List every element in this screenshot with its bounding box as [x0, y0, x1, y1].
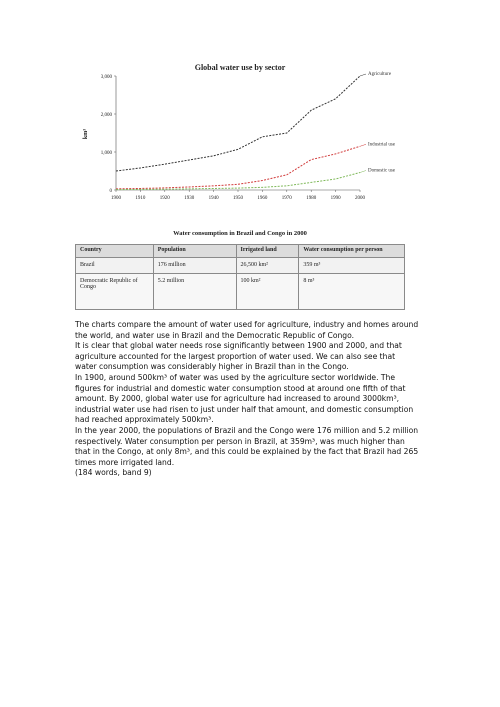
essay-paragraph: In 1900, around 500km³ of water was used by the agriculture sector worldwide. The figures for industrial and domestic water consumption stood at around one fifth of that amount. By 2000, global water use for agriculture had increased to around 3000km³, industrial water use had risen to just under half that amount, and domestic consumption had reached approximately 500km³.: [75, 372, 414, 425]
cell-country: Brazil: [76, 258, 154, 274]
word-count-note: (184 words, band 9): [75, 468, 152, 478]
cell-country: Democratic Republic of Congo: [76, 274, 154, 310]
legend-leader: [360, 144, 366, 146]
y-tick-label: 0: [109, 189, 112, 194]
cell-water-per-person: 8 m³: [299, 274, 405, 310]
y-tick-label: 1,000: [100, 151, 112, 156]
x-tick-label: 1980: [306, 196, 317, 201]
legend-leader: [360, 171, 366, 173]
x-tick-label: 2000: [355, 196, 365, 201]
x-tick-label: 1900: [111, 196, 121, 201]
header-irrigated-land: Irrigated land: [236, 245, 299, 258]
y-axis-label: km³: [83, 128, 89, 140]
header-water-per-person: Water consumption per person: [299, 245, 405, 258]
essay-paragraph: In the year 2000, the populations of Brazil and the Congo were 176 million and 5.2 million respectively. Water consumption per person in Brazil, at 359m³, was much higher than that in the Congo, at only 8m³, and this could be explained by the fact that Brazil had 265 times more irrigated land.: [75, 425, 419, 467]
x-tick-label: 1950: [233, 196, 243, 201]
water-use-line-chart: [80, 56, 420, 208]
chart-title: Global water use by sector: [194, 63, 286, 72]
table-header-row: [76, 245, 405, 258]
series-line-industrial-use: [116, 146, 360, 189]
y-tick-label: 3,000: [100, 75, 112, 80]
essay-text: [75, 320, 419, 479]
essay-paragraph: The charts compare the amount of water used for agriculture, industry and homes around the world, and water use in Brazil and the Democratic Republic of Congo.: [75, 320, 419, 340]
table-row: [76, 258, 405, 274]
x-tick-label: 1970: [281, 196, 292, 201]
header-country: Country: [76, 245, 154, 258]
cell-irrigated-land: 26,500 km²: [236, 258, 299, 274]
x-tick-label: 1940: [208, 196, 219, 201]
table-row: [76, 274, 405, 310]
x-tick-label: 1990: [330, 196, 341, 201]
legend-leader: [360, 74, 366, 76]
table-title: Water consumption in Brazil and Congo in 2000: [173, 230, 307, 237]
legend-label-domestic-use: Domestic use: [368, 168, 396, 174]
x-tick-label: 1960: [257, 196, 268, 201]
x-tick-label: 1920: [159, 196, 170, 201]
cell-population: 176 million: [153, 258, 236, 274]
cell-water-per-person: 359 m³: [299, 258, 405, 274]
x-tick-label: 1910: [135, 196, 146, 201]
legend-label-industrial-use: Industrial use: [368, 142, 396, 148]
cell-irrigated-land: 100 km²: [236, 274, 299, 310]
x-tick-label: 1930: [184, 196, 195, 201]
header-population: Population: [153, 245, 236, 258]
essay-paragraph: It is clear that global water needs rose significantly between 1900 and 2000, and that agriculture accounted for the largest proportion of water used. We can also see that water consumption was considerably higher in Brazil than in the Congo.: [75, 341, 402, 372]
series-line-domestic-use: [116, 173, 360, 190]
cell-population: 5.2 million: [153, 274, 236, 310]
water-consumption-table: [75, 244, 405, 310]
y-tick-label: 2,000: [100, 113, 112, 118]
legend-label-agriculture: Agriculture: [368, 72, 392, 77]
